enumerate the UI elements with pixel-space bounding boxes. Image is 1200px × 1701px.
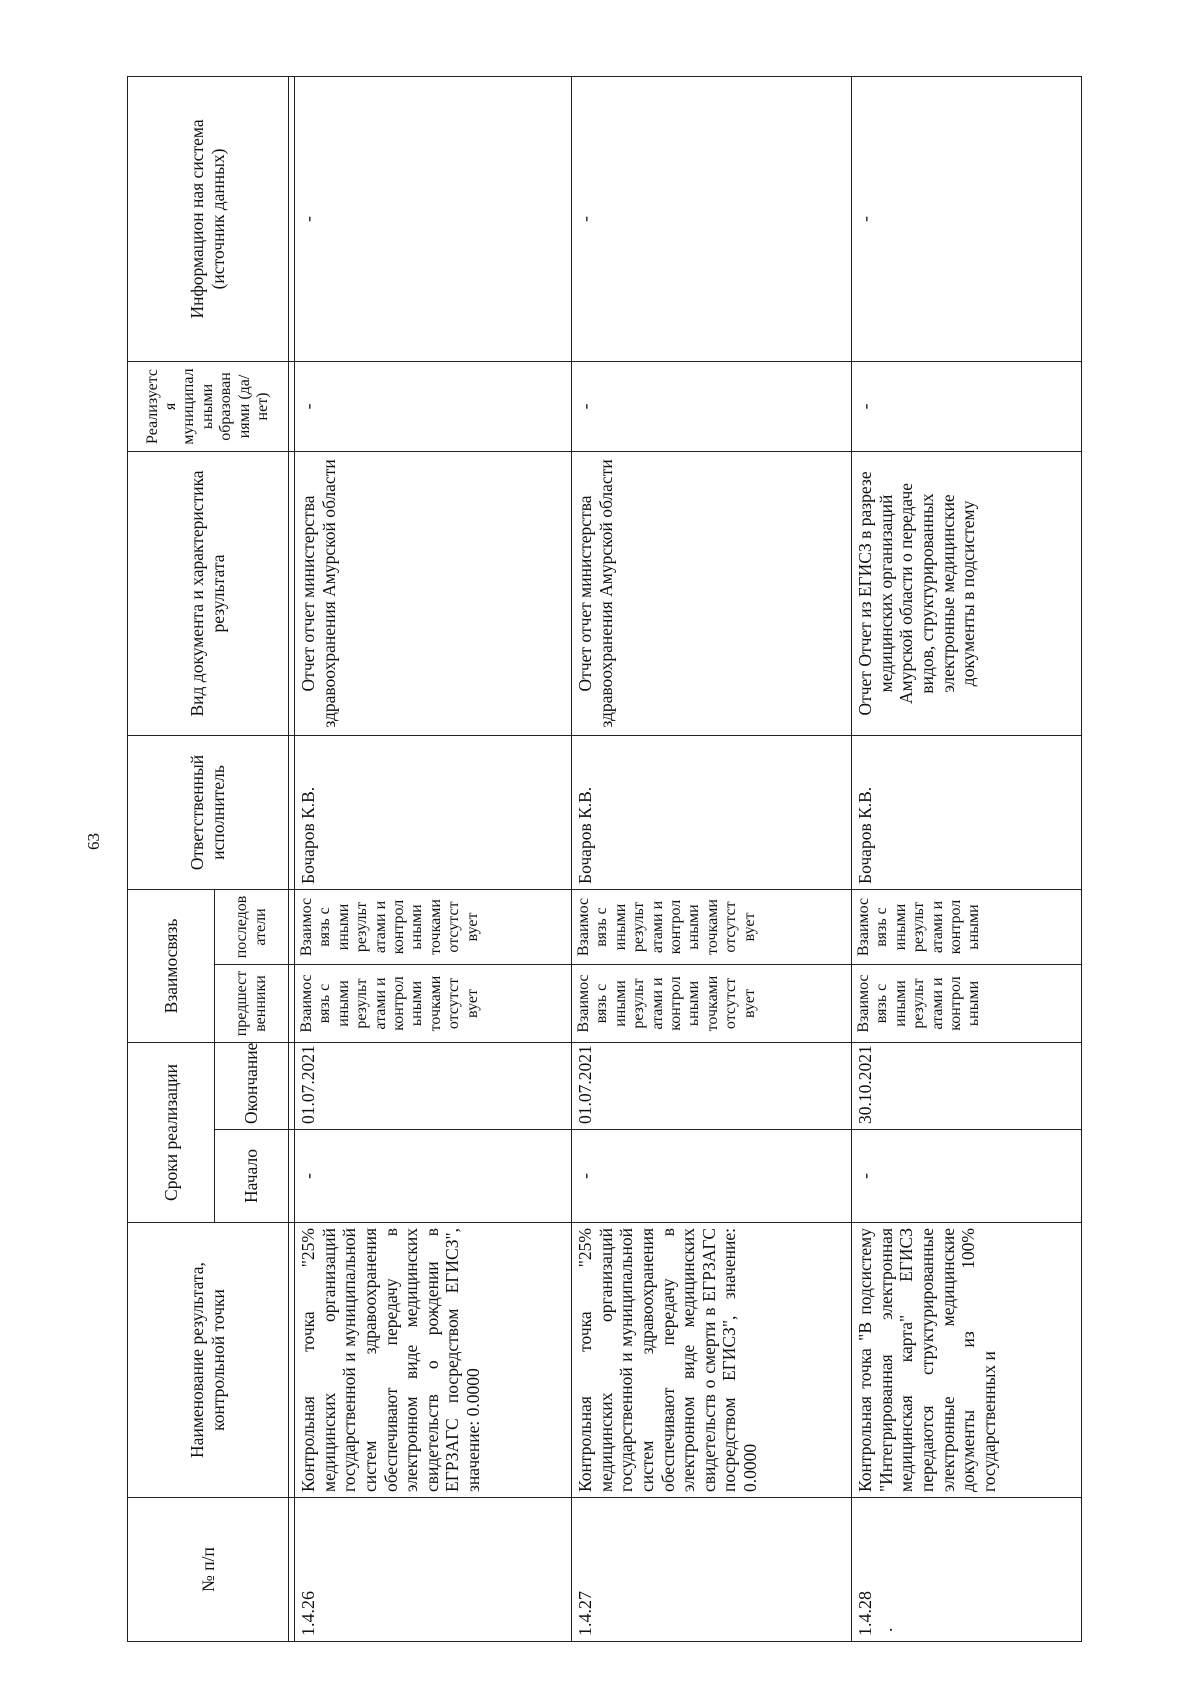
row-doc-type: Отчет Отчет из ЕГИСЗ в разрезе медицинских организаций Амурской области о передаче видов, структурированных электронные медицинские документы в подсистему — [852, 451, 1082, 735]
row-number: 1.4.28 — [855, 1591, 875, 1636]
table-row — [295, 76, 572, 1641]
row-municipal: - — [295, 361, 572, 451]
header-terms: Сроки реализации — [128, 1042, 215, 1222]
row-number-cell — [852, 1498, 1082, 1642]
row-responsible: Бочаров К.В. — [295, 735, 572, 889]
header-row-1 — [128, 76, 215, 1641]
row-predecessors: Взаимос вязь с иными результ атами и контрол ьными — [852, 964, 1082, 1042]
header-successors: последов атели — [215, 889, 289, 964]
row-start: - — [852, 1130, 1082, 1223]
header-num: № п/п — [128, 1498, 289, 1642]
row-info-system: - — [852, 76, 1082, 361]
row-end: 30.10.2021 — [852, 1042, 1082, 1129]
row-start: - — [295, 1130, 572, 1223]
row-name: Контрольная точка "25% медицинских организаций государственной и муниципальной систем здравоохранения обеспечивают передачу в электронном виде медицинских свидетельств о смерти в ЕГРЗАГС посредством ЕГИСЗ", значение: 0.0000 — [572, 1223, 852, 1498]
header-end: Окончание — [215, 1042, 289, 1129]
rotated-page-content — [127, 77, 1080, 1642]
row-predecessors: Взаимос вязь с иными результ атами и контрол ьными точками отсутст вует — [295, 964, 572, 1042]
table-row — [852, 76, 1082, 1641]
page-number: 63 — [84, 833, 103, 850]
row-info-system: - — [572, 76, 852, 361]
row-end: 01.07.2021 — [572, 1042, 852, 1129]
row-doc-type: Отчет отчет министерства здравоохранения Амурской области — [295, 451, 572, 735]
table-row — [572, 76, 852, 1641]
header-relation: Взаимосвязь — [128, 889, 215, 1042]
header-start: Начало — [215, 1130, 289, 1223]
row-municipal: - — [852, 361, 1082, 451]
row-successors: Взаимос вязь с иными результ атами и контрол ьными точками отсутст вует — [572, 889, 852, 964]
row-info-system: - — [295, 76, 572, 361]
row-municipal: - — [572, 361, 852, 451]
row-start: - — [572, 1130, 852, 1223]
row-name: Контрольная точка "25% медицинских организаций государственной и муниципальной систем здравоохранения обеспечивают передачу в электронном виде медицинских свидетельств о рождении в ЕГРЗАГС посредством ЕГИСЗ", значение: 0.0000 — [295, 1223, 572, 1498]
row-name: Контрольная точка "В подсистему "Интегрированная электронная медицинская карта" ЕГИСЗ передаются структурированные электронные медицинские документы из 100% государственных и — [852, 1223, 1082, 1498]
row-number-suffix: . — [876, 1627, 897, 1632]
row-number: 1.4.26 — [295, 1498, 572, 1642]
row-predecessors: Взаимос вязь с иными результ атами и контрол ьными точками отсутст вует — [572, 964, 852, 1042]
header-predecessors: предшест венники — [215, 964, 289, 1042]
header-responsible: Ответственный исполнитель — [128, 735, 289, 889]
row-successors: Взаимос вязь с иными результ атами и контрол ьными точками отсутст вует — [295, 889, 572, 964]
header-doc-type: Вид документа и характеристика результата — [128, 451, 289, 735]
header-name: Наименование результата, контрольной точки — [128, 1223, 289, 1498]
row-end: 01.07.2021 — [295, 1042, 572, 1129]
row-number: 1.4.27 — [572, 1498, 852, 1642]
header-info-system: Информацион ная система (источник данных) — [128, 76, 289, 361]
header-municipal: Реализуетс я муниципал ьными образован иями (да/нет) — [128, 361, 289, 451]
row-successors: Взаимос вязь с иными результ атами и контрол ьными — [852, 889, 1082, 964]
row-doc-type: Отчет отчет министерства здравоохранения Амурской области — [572, 451, 852, 735]
row-responsible: Бочаров К.В. — [572, 735, 852, 889]
control-points-table — [127, 76, 1082, 1642]
row-responsible: Бочаров К.В. — [852, 735, 1082, 889]
